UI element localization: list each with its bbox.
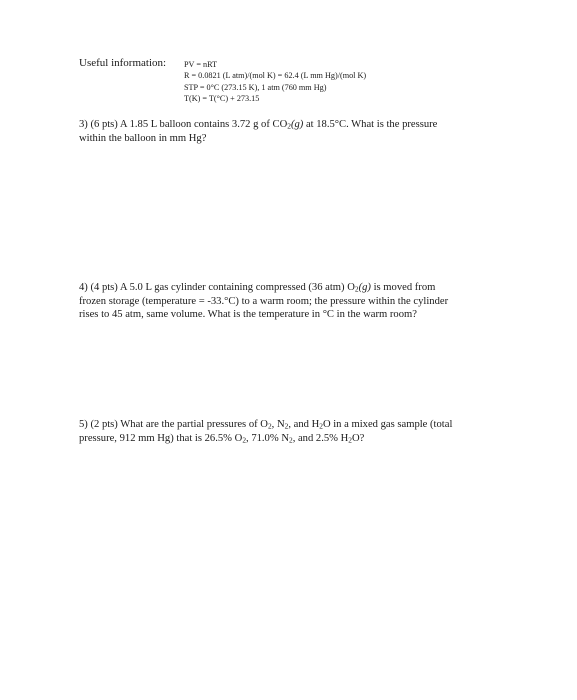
ideal-gas-law: PV = nRT xyxy=(184,60,218,69)
question-4 xyxy=(79,281,509,322)
question-5 xyxy=(79,418,509,445)
question-3-line-2: within the balloon in mm Hg? xyxy=(79,132,207,144)
question-5-line-2: pressure, 912 mm Hg) that is 26.5% $O_2$, 71.0% $N_2$, and 2.5% $H_2O$? xyxy=(79,432,365,444)
question-4-line-3: rises to 45 atm, same volume. What is the temperature in °C in the warm room? xyxy=(79,309,417,320)
question-4-line-1: 4) (4 pts) A 5.0 L gas cylinder containing compressed (36 atm) $O_2(g)$ is moved from xyxy=(79,282,436,294)
question-3-line-1: 3) (6 pts) A 1.85 L balloon contains 3.72 g of $CO_2(g)$ at 18.5°C. What is the pressure xyxy=(79,119,438,131)
useful-information-label: Useful information: xyxy=(79,57,167,69)
question-3 xyxy=(79,118,509,145)
gas-constant: R = 0.0821 (L atm)/(mol K) = 62.4 (L mm Hg)/(mol K) xyxy=(184,71,367,81)
stp-definition: STP = 0°C (273.15 K), 1 atm (760 mm Hg) xyxy=(184,82,327,92)
question-4-line-2: frozen storage (temperature = -33.°C) to a warm room; the pressure within the cylinder xyxy=(79,295,449,307)
kelvin-conversion: T(K) = T(°C) + 273.15 xyxy=(184,94,260,104)
question-5-line-1: 5) (2 pts) What are the partial pressures of $O_2$, $N_2$, and $H_2O$ in a mixed gas sample (total xyxy=(79,419,453,431)
formula-list xyxy=(184,59,366,105)
